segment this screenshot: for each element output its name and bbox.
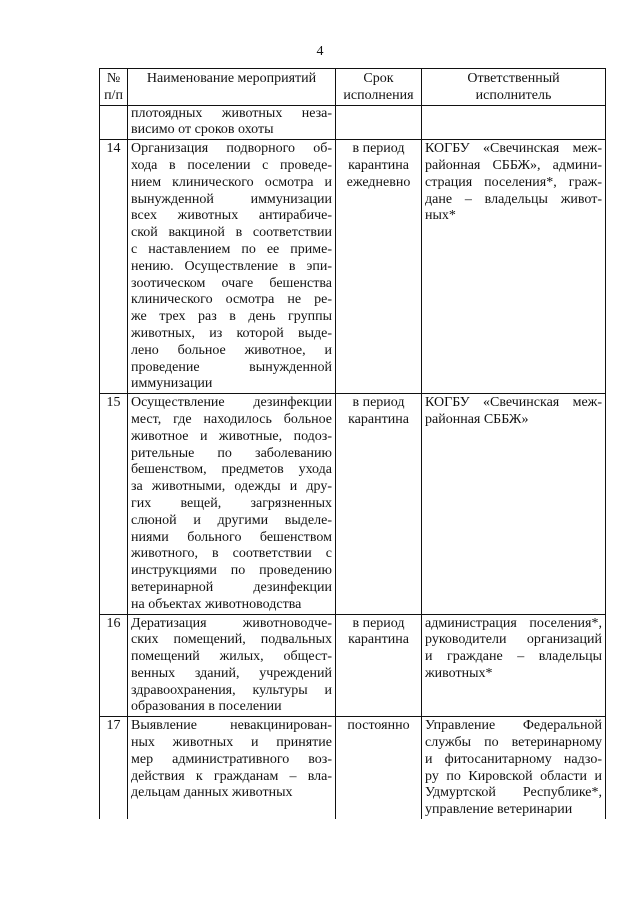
cell-line: КОГБУ «Свечинская меж- (425, 395, 602, 411)
cell-line: Дератизация животноводче- (131, 615, 332, 631)
measure-name (128, 105, 336, 140)
cell-line: хода в поселении с проведе- (131, 157, 332, 173)
cell-line: с наставлением по ее приме- (131, 241, 332, 257)
cell-line: за животными, одежды и дру- (131, 479, 332, 495)
cell-line: проведение вынужденной (131, 359, 332, 375)
cell-line: плотоядных животных неза- (131, 105, 332, 121)
cell-line: ветеринарной дезинфекции (131, 579, 332, 595)
cell-line: слюной и другими выделе- (131, 512, 332, 528)
cell-line: висимо от сроков охоты (131, 122, 274, 138)
cell-line: Удмуртской Республике*, (425, 785, 602, 801)
cell-line: нием клинического осмотра и (131, 174, 332, 190)
row-number: 16 (100, 614, 128, 717)
execution-term (336, 140, 422, 394)
cell-line: карантина (348, 157, 409, 173)
cell-line: иммунизации (131, 376, 213, 392)
cell-line: ных животных и принятие (131, 735, 332, 751)
cell-line: животного, в соответствии с (131, 546, 332, 562)
cell-line: Управление Федеральной (425, 718, 602, 734)
cell-line: зоотическом очаге бешенства (131, 275, 332, 291)
row-number: 17 (100, 717, 128, 819)
measure-name (128, 140, 336, 394)
cell-line: действия к гражданам – вла- (131, 768, 332, 784)
header-num (100, 69, 128, 106)
header-resp-line: Ответственный (467, 71, 560, 86)
row-number (100, 105, 128, 140)
cell-line: нению. Осуществление в эпи- (131, 258, 332, 274)
measure-name (128, 394, 336, 614)
execution-term (336, 394, 422, 614)
header-term-line: исполнения (343, 87, 414, 103)
cell-line: КОГБУ «Свечинская меж- (425, 141, 602, 157)
cell-line: гих вещей, загрязненных (131, 495, 332, 511)
cell-line: лено больное животное, и (131, 342, 332, 358)
cell-line: животных, из которой выде- (131, 325, 332, 341)
cell-line: ных* (425, 208, 456, 224)
cell-line: образования в поселении (131, 699, 282, 715)
table-row (100, 614, 606, 717)
cell-line: рительные по заболеванию (131, 445, 332, 461)
cell-line: в период (352, 615, 405, 631)
responsible-party (422, 394, 606, 614)
execution-term (336, 717, 422, 819)
header-name-line: Наименование мероприятий (146, 71, 317, 86)
responsible-party (422, 105, 606, 140)
cell-line: клинического осмотра не ре- (131, 292, 332, 308)
cell-line: бешенством, предметов ухода (131, 462, 332, 478)
cell-line: ских помещений, подвальных (131, 632, 332, 648)
cell-line: ниями больного бешенством (131, 529, 332, 545)
cell-line: службы по ветеринарному (425, 735, 602, 751)
cell-line: в период (352, 141, 405, 157)
cell-line: в период (352, 395, 405, 411)
measure-name (128, 614, 336, 717)
cell-line: мест, где находилось больное (131, 411, 332, 427)
row-number: 14 (100, 140, 128, 394)
table-header-row (100, 69, 606, 106)
responsible-party (422, 717, 606, 819)
header-term-line: Срок (363, 71, 394, 86)
responsible-party (422, 140, 606, 394)
header-num-line: п/п (104, 87, 123, 103)
cell-line: Осуществление дезинфекции (131, 395, 332, 411)
table-row (100, 105, 606, 140)
cell-line: постоянно (347, 718, 410, 734)
cell-line: Организация подворного об- (131, 141, 332, 157)
table-row (100, 394, 606, 614)
cell-line: на объектах животноводства (131, 596, 302, 612)
responsible-party (422, 614, 606, 717)
cell-line: страция поселения*, граж- (425, 174, 602, 190)
cell-line: вынужденной иммунизации (131, 191, 332, 207)
execution-term (336, 614, 422, 717)
cell-line: здравоохранения, культуры и (131, 682, 332, 698)
cell-line: всех животных антирабиче- (131, 208, 332, 224)
measure-name (128, 717, 336, 819)
cell-line: карантина (348, 632, 409, 648)
cell-line: администрация поселения*, (425, 615, 602, 631)
cell-line: ру по Кировской области и (425, 768, 602, 784)
table-row (100, 140, 606, 394)
cell-line: ской вакциной в соответствии (131, 225, 332, 241)
cell-line: и фитосанитарному надзо- (425, 751, 602, 767)
header-num-line: № (106, 71, 121, 86)
cell-line: ежедневно (346, 174, 411, 190)
header-resp-line: исполнитель (475, 87, 552, 103)
header-responsible (422, 69, 606, 106)
row-number: 15 (100, 394, 128, 614)
measures-table (99, 68, 606, 819)
header-term (336, 69, 422, 106)
cell-line: и граждане – владельцы (425, 649, 602, 665)
page-number: 4 (316, 44, 324, 59)
execution-term (336, 105, 422, 140)
cell-line: дельцам данных животных (131, 785, 293, 801)
cell-line: дане – владельцы живот- (425, 191, 602, 207)
cell-line: Выявление невакцинирован- (131, 718, 332, 734)
cell-line: венных зданий, учреждений (131, 665, 332, 681)
cell-line: животное и животные, подоз- (131, 428, 332, 444)
cell-line: мер административного воз- (131, 751, 332, 767)
cell-line: карантина (348, 411, 409, 427)
header-name (128, 69, 336, 106)
cell-line: районная СББЖ» (425, 411, 529, 427)
table-row (100, 717, 606, 819)
cell-line: управление ветеринарии (425, 802, 573, 818)
cell-line: помещений жилых, общест- (131, 649, 332, 665)
cell-line: инструкциями по проведению (131, 563, 332, 579)
cell-line: же трех раз в день группы (131, 309, 332, 325)
cell-line: руководители организаций (425, 632, 602, 648)
cell-line: животных* (425, 665, 493, 681)
cell-line: районная СББЖ», админи- (425, 157, 602, 173)
